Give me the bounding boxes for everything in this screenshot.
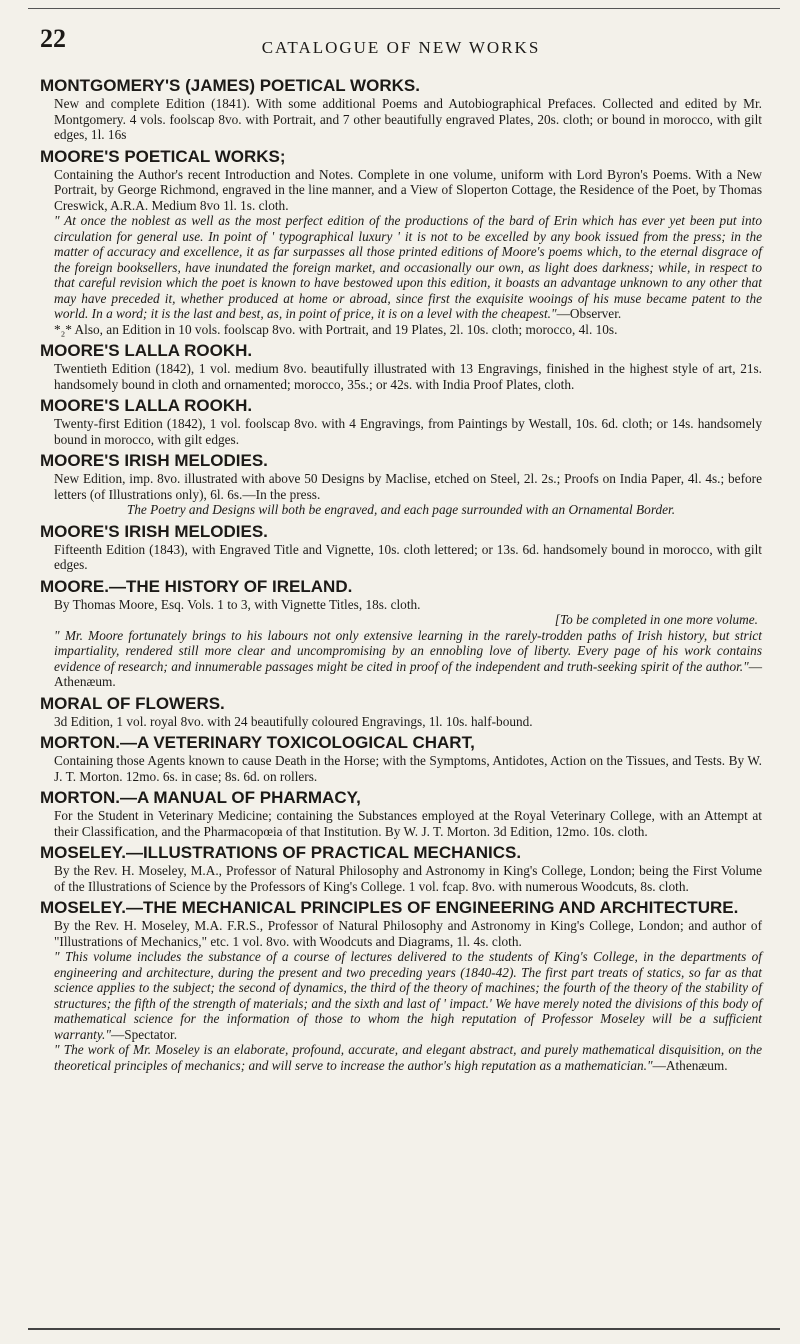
entry-title: MOORE'S IRISH MELODIES. xyxy=(40,451,268,470)
entry-body: New Edition, imp. 8vo. illustrated with above 50 Designs by Maclise, etched on Steel, 2l. 2s.; Proofs on India Paper, 4l. 4s.; before letters (of Illustrations only), 6l. 6s.—In the press. xyxy=(54,471,762,502)
quote-text: " Mr. Moore fortunately brings to his labours not only extensive learning in the rarely-trodden paths of Irish history, but strict impartiality, rendered still more clear and uncompromising by an ennobling love of liberty. Every page of his work contains evidence of research; and innumerable passages might be cited in proof of the independent and truth-seeking spirit of the author." xyxy=(54,627,762,674)
entry-body: By Thomas Moore, Esq. Vols. 1 to 3, with Vignette Titles, 18s. cloth. xyxy=(54,596,421,612)
entry-title: MONTGOMERY'S (JAMES) POETICAL WORKS. xyxy=(40,76,420,95)
entry-moseley-mechanical-principles xyxy=(40,898,762,1073)
review-quote xyxy=(54,628,762,690)
entry-title: MOSELEY.—ILLUSTRATIONS OF PRACTICAL MECHANICS. xyxy=(40,843,522,862)
entry-moseley-practical-mechanics xyxy=(40,843,762,894)
entry-body: Twenty-first Edition (1842), 1 vol. foolscap 8vo. with 4 Engravings, from Paintings by Westall, 10s. 6d. cloth; or 14s. handsomely bound in morocco, with gilt edges. xyxy=(54,416,762,447)
entry-title: MORAL OF FLOWERS. xyxy=(40,693,225,713)
running-head: CATALOGUE OF NEW WORKS xyxy=(261,38,541,57)
entry-title: MOORE'S POETICAL WORKS; xyxy=(40,146,286,166)
quote-source: —Athenæum. xyxy=(54,658,762,689)
quote-text: " At once the noblest as well as the most perfect edition of the productions of the bard of Erin which has ever yet been put into circulation for general use. In point of ' typographical luxury ' it is not to be excelled by any book issued from the press; in the matter of accuracy and excellence, it as far surpasses all those printed editions of Moore's poems which, to the eternal disgrace of the foreign booksellers, have inundated the foreign market, and occasionally our own, as light does darkness; while, in respect to that careful revision which the poet is known to have bestowed upon this edition, it boasts an advantage unknown to any other that may have preceded it, whether produced at home or abroad, since first the exquisite wooings of his muse became patent to the world. In a word; it is the last and best, as, in point of price, it is on a level with the cheapest." xyxy=(54,213,762,321)
entry-morton-manual-of-pharmacy xyxy=(40,788,762,839)
entry-lalla-rookh-20th xyxy=(40,341,762,392)
entry-title: MOSELEY.—THE MECHANICAL PRINCIPLES OF ENGINEERING AND ARCHITECTURE. xyxy=(40,898,739,917)
entry-montgomery-poetical-works xyxy=(40,76,762,143)
entry-body: Fifteenth Edition (1843), with Engraved Title and Vignette, 10s. cloth lettered; or 13s. 6d. handsomely bound in morocco, with gilt edges. xyxy=(54,541,762,572)
bottom-rule xyxy=(28,1328,780,1330)
entry-moral-of-flowers xyxy=(40,694,762,730)
entry-body: New and complete Edition (1841). With some additional Poems and Autobiographical Prefaces. Collected and edited by Mr. Montgomery. 4 vols. foolscap 8vo. with Portrait, and 7 other beautifully engraved Plates, 20s. cloth; or bound in morocco, with gilt edges, 1l. 16s xyxy=(54,96,762,142)
entry-morton-toxicological-chart xyxy=(40,733,762,784)
top-rule xyxy=(28,8,780,9)
review-quote-2 xyxy=(54,1042,762,1073)
entry-body: Twentieth Edition (1842), 1 vol. medium 8vo. beautifully illustrated with 13 Engravings, finished in the highest style of art, 21s. handsomely bound in cloth and ornamented; morocco, 35s.; or 42s. with India Proof Plates, cloth. xyxy=(54,361,762,392)
entry-title: MOORE'S IRISH MELODIES. xyxy=(40,521,268,541)
entry-history-of-ireland xyxy=(40,577,762,690)
entry-body: By the Rev. H. Moseley, M.A., Professor of Natural Philosophy and Astronomy in King's College, London; being the First Volume of the Illustrations of Science by the Professors of King's College. 1 vol. fcap. 8vo. with numerous Woodcuts, 8s. cloth. xyxy=(54,863,762,894)
page-header xyxy=(40,24,762,72)
entry-body: 3d Edition, 1 vol. royal 8vo. with 24 beautifully coloured Engravings, 1l. 10s. half-bound. xyxy=(54,713,533,729)
entry-body: By the Rev. H. Moseley, M.A. F.R.S., Professor of Natural Philosophy and Astronomy in King's College, London; and author of "Illustrations of Mechanics," etc. 1 vol. 8vo. with Woodcuts and Diagrams, 1l. 4s. cloth. xyxy=(54,918,762,949)
entry-title: MOORE'S LALLA ROOKH. xyxy=(40,396,253,415)
entry-title: MORTON.—A MANUAL OF PHARMACY, xyxy=(40,788,361,807)
entry-title: MORTON.—A VETERINARY TOXICOLOGICAL CHART, xyxy=(40,733,475,752)
entry-moore-poetical-works xyxy=(40,147,762,338)
entry-body: Containing those Agents known to cause Death in the Horse; with the Symptoms, Antidotes, Action on the Tissues, and Tests. By W. J. T. Morton. 12mo. 6s. in case; 8s. 6d. on rollers. xyxy=(54,753,762,784)
entry-note: *₂* Also, an Edition in 10 vols. foolscap 8vo. with Portrait, and 19 Plates, 2l. 10s. cloth; morocco, 4l. 10s. xyxy=(54,321,618,337)
entry-irish-melodies-15th xyxy=(40,522,762,573)
quote-source: —Observer. xyxy=(556,306,622,321)
quote-text: " This volume includes the substance of a course of lectures delivered to the students of King's College, in the departments of engineering and architecture, during the present and two preceding years (1840-42). The first part treats of statics, so far as that science applies to the subject; the second of dynamics, the third of the theory of machines; the fourth of the theory of the stability of structures; the fifth of the strength of materials; and the sixth and last of ' impact.' We have merely noted the divisions of this body of mathematical science for the information of those to whom the high reputation of Professor Moseley will be a sufficient warranty." xyxy=(54,949,762,1042)
review-quote xyxy=(54,949,762,1042)
entry-lalla-rookh-21st xyxy=(40,396,762,447)
entry-body: Containing the Author's recent Introduction and Notes. Complete in one volume, uniform with Lord Byron's Poems. With a New Portrait, by George Richmond, engraved in the line manner, and a View of Sloperton Cottage, the Residence of the Poet, by Thomas Creswick, A.R.A. Medium 8vo 1l. 1s. cloth. xyxy=(54,166,762,213)
review-quote xyxy=(54,213,762,322)
completion-note: [To be completed in one more volume. xyxy=(554,612,758,627)
entry-body: For the Student in Veterinary Medicine; containing the Substances employed at the Royal Veterinary College, with an Attempt at their Classification, and the Pharmacopœia of that Institution. By W. J. T. Morton. 3d Edition, 12mo. 10s. cloth. xyxy=(54,808,762,839)
page-number: 22 xyxy=(40,24,66,53)
entry-title: MOORE'S LALLA ROOKH. xyxy=(40,341,253,360)
quote-text: " The work of Mr. Moseley is an elaborate, profound, accurate, and elegant abstract, and purely mathematical disquisition, on the theoretical principles of mechanics; and will serve to increase the author's high reputation as a mathematician." xyxy=(54,1042,762,1073)
quote-source: —Spectator. xyxy=(110,1026,178,1042)
entry-irish-melodies-new xyxy=(40,451,762,518)
entry-tail-note: The Poetry and Designs will both be engraved, and each page surrounded with an Ornamental Border. xyxy=(126,502,676,517)
entry-title: MOORE.—THE HISTORY OF IRELAND. xyxy=(40,576,353,596)
quote-source: —Athenæum. xyxy=(652,1057,728,1073)
